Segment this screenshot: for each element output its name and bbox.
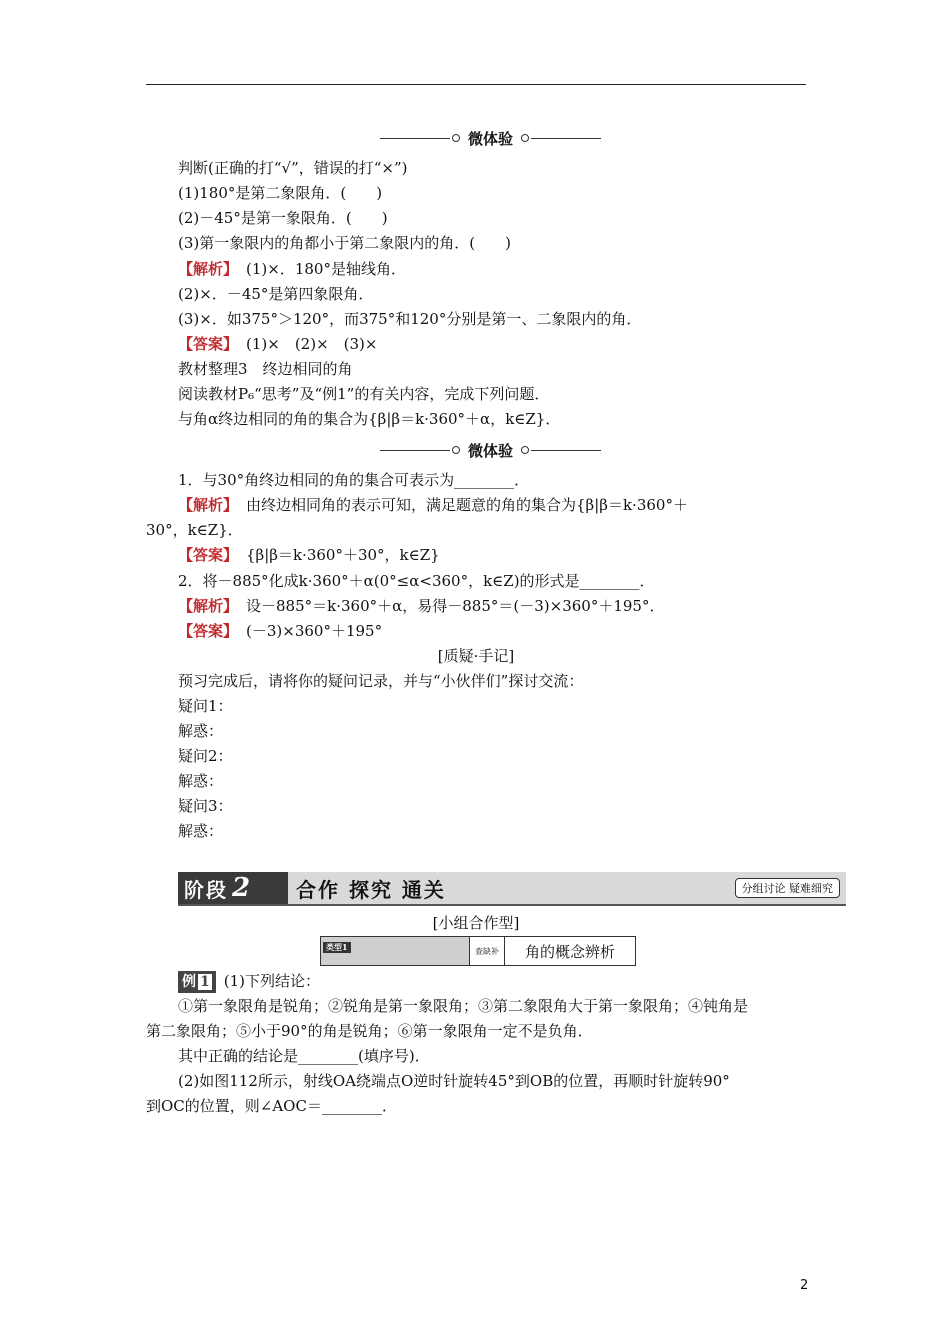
prompt-line: 判断(正确的打“√”，错误的打“×”) bbox=[178, 159, 408, 177]
notes-item: 解惑： bbox=[178, 722, 224, 740]
example-line: ①第一象限角是锐角；②锐角是第一象限角；③第二象限角大于第一象限角；④钝角是 bbox=[178, 997, 749, 1015]
type-label-area bbox=[321, 937, 470, 965]
example-line: 其中正确的结论是________(填序号)． bbox=[178, 1047, 430, 1065]
stage-badge: 分组讨论 疑难细究 bbox=[735, 878, 841, 898]
type-name: 角的概念辨析 bbox=[524, 942, 615, 961]
page-number: 2 bbox=[800, 1278, 809, 1293]
analysis-text: (1)×．180°是轴线角． bbox=[246, 260, 406, 278]
analysis-tag: 【解析】 bbox=[178, 496, 239, 514]
example-line: 第二象限角；⑤小于90°的角是锐角；⑥第一象限角一定不是负角． bbox=[146, 1022, 593, 1040]
answer-tag: 【答案】 bbox=[178, 335, 239, 353]
header-rule bbox=[146, 84, 806, 85]
section-bar-2 bbox=[380, 440, 601, 460]
q1-analysis bbox=[178, 494, 688, 516]
question-2: 2．将－885°化成k·360°＋α(0°≤α<360°，k∈Z)的形式是________． bbox=[178, 572, 655, 590]
type-label: 类型1 bbox=[323, 942, 351, 953]
q1-answer bbox=[178, 544, 440, 566]
section-title: 微体验 bbox=[468, 129, 514, 148]
example-mark-text: 例 bbox=[182, 974, 196, 990]
notes-item: 疑问1： bbox=[178, 697, 233, 715]
q1-analysis-cont: 30°，k∈Z}． bbox=[146, 521, 243, 539]
question-line: (3)第一象限内的角都小于第二象限内的角．( ) bbox=[178, 234, 511, 252]
stage-number: 2 bbox=[232, 873, 253, 903]
notes-item: 解惑： bbox=[178, 822, 224, 840]
analysis-text: 由终边相同角的表示可知，满足题意的角的集合为{β|β＝k·360°＋ bbox=[246, 496, 688, 514]
example-mark bbox=[178, 971, 216, 993]
bar-line bbox=[531, 450, 601, 451]
example-number: 1 bbox=[200, 974, 210, 990]
bar-dot bbox=[452, 446, 460, 454]
bar-line bbox=[531, 138, 601, 139]
question-line: (1)180°是第二象限角．( ) bbox=[178, 184, 383, 202]
type-box bbox=[320, 936, 636, 966]
analysis-line bbox=[178, 258, 406, 280]
section-bar-1 bbox=[380, 128, 601, 148]
example-intro-line bbox=[178, 970, 320, 992]
stage-banner bbox=[178, 872, 846, 906]
section-title: 微体验 bbox=[468, 441, 514, 460]
stage-label bbox=[178, 872, 288, 904]
stage-title: 合作 探究 通关 bbox=[296, 878, 446, 902]
answer-text: (1)× (2)× (3)× bbox=[246, 335, 378, 353]
q2-answer bbox=[178, 620, 382, 642]
notes-item: 疑问2： bbox=[178, 747, 233, 765]
analysis-line: (2)×．－45°是第四象限角． bbox=[178, 285, 374, 303]
question-1: 1．与30°角终边相同的角的集合可表示为________． bbox=[178, 471, 530, 489]
answer-tag: 【答案】 bbox=[178, 622, 239, 640]
bar-dot bbox=[521, 446, 529, 454]
bar-dot bbox=[521, 134, 529, 142]
example-intro: (1)下列结论： bbox=[223, 972, 320, 990]
analysis-line: (3)×．如375°＞120°，而375°和120°分别是第一、二象限内的角． bbox=[178, 310, 642, 328]
material-rule: 与角α终边相同的角的集合为{β|β＝k·360°＋α，k∈Z}． bbox=[178, 410, 561, 428]
material-read: 阅读教材P₆“思考”及“例1”的有关内容，完成下列问题． bbox=[178, 385, 550, 403]
example-line: 到OC的位置，则∠AOC＝________． bbox=[146, 1097, 397, 1115]
analysis-tag: 【解析】 bbox=[178, 597, 239, 615]
analysis-text: 设－885°＝k·360°＋α，易得－885°＝(－3)×360°＋195°． bbox=[246, 597, 665, 615]
notes-item: 解惑： bbox=[178, 772, 224, 790]
example-line: (2)如图112所示，射线OA绕端点O逆时针旋转45°到OB的位置，再顺时针旋转90° bbox=[178, 1072, 730, 1090]
type-gap: 查缺补 bbox=[470, 937, 505, 965]
notes-title: [质疑·手记] bbox=[437, 647, 515, 665]
group-title: [小组合作型] bbox=[432, 914, 520, 932]
answer-line bbox=[178, 333, 377, 355]
answer-text: (－3)×360°＋195° bbox=[246, 622, 383, 640]
question-line: (2)－45°是第一象限角．( ) bbox=[178, 209, 388, 227]
bar-line bbox=[380, 138, 450, 139]
notes-intro: 预习完成后，请将你的疑问记录，并与“小伙伴们”探讨交流： bbox=[178, 672, 584, 690]
stage-text: 阶段 bbox=[184, 877, 228, 902]
answer-tag: 【答案】 bbox=[178, 546, 239, 564]
material-heading: 教材整理3 终边相同的角 bbox=[178, 360, 353, 378]
answer-text: {β|β＝k·360°＋30°，k∈Z} bbox=[246, 546, 440, 564]
analysis-tag: 【解析】 bbox=[178, 260, 239, 278]
notes-item: 疑问3： bbox=[178, 797, 233, 815]
q2-analysis bbox=[178, 595, 664, 617]
bar-dot bbox=[452, 134, 460, 142]
bar-line bbox=[380, 450, 450, 451]
